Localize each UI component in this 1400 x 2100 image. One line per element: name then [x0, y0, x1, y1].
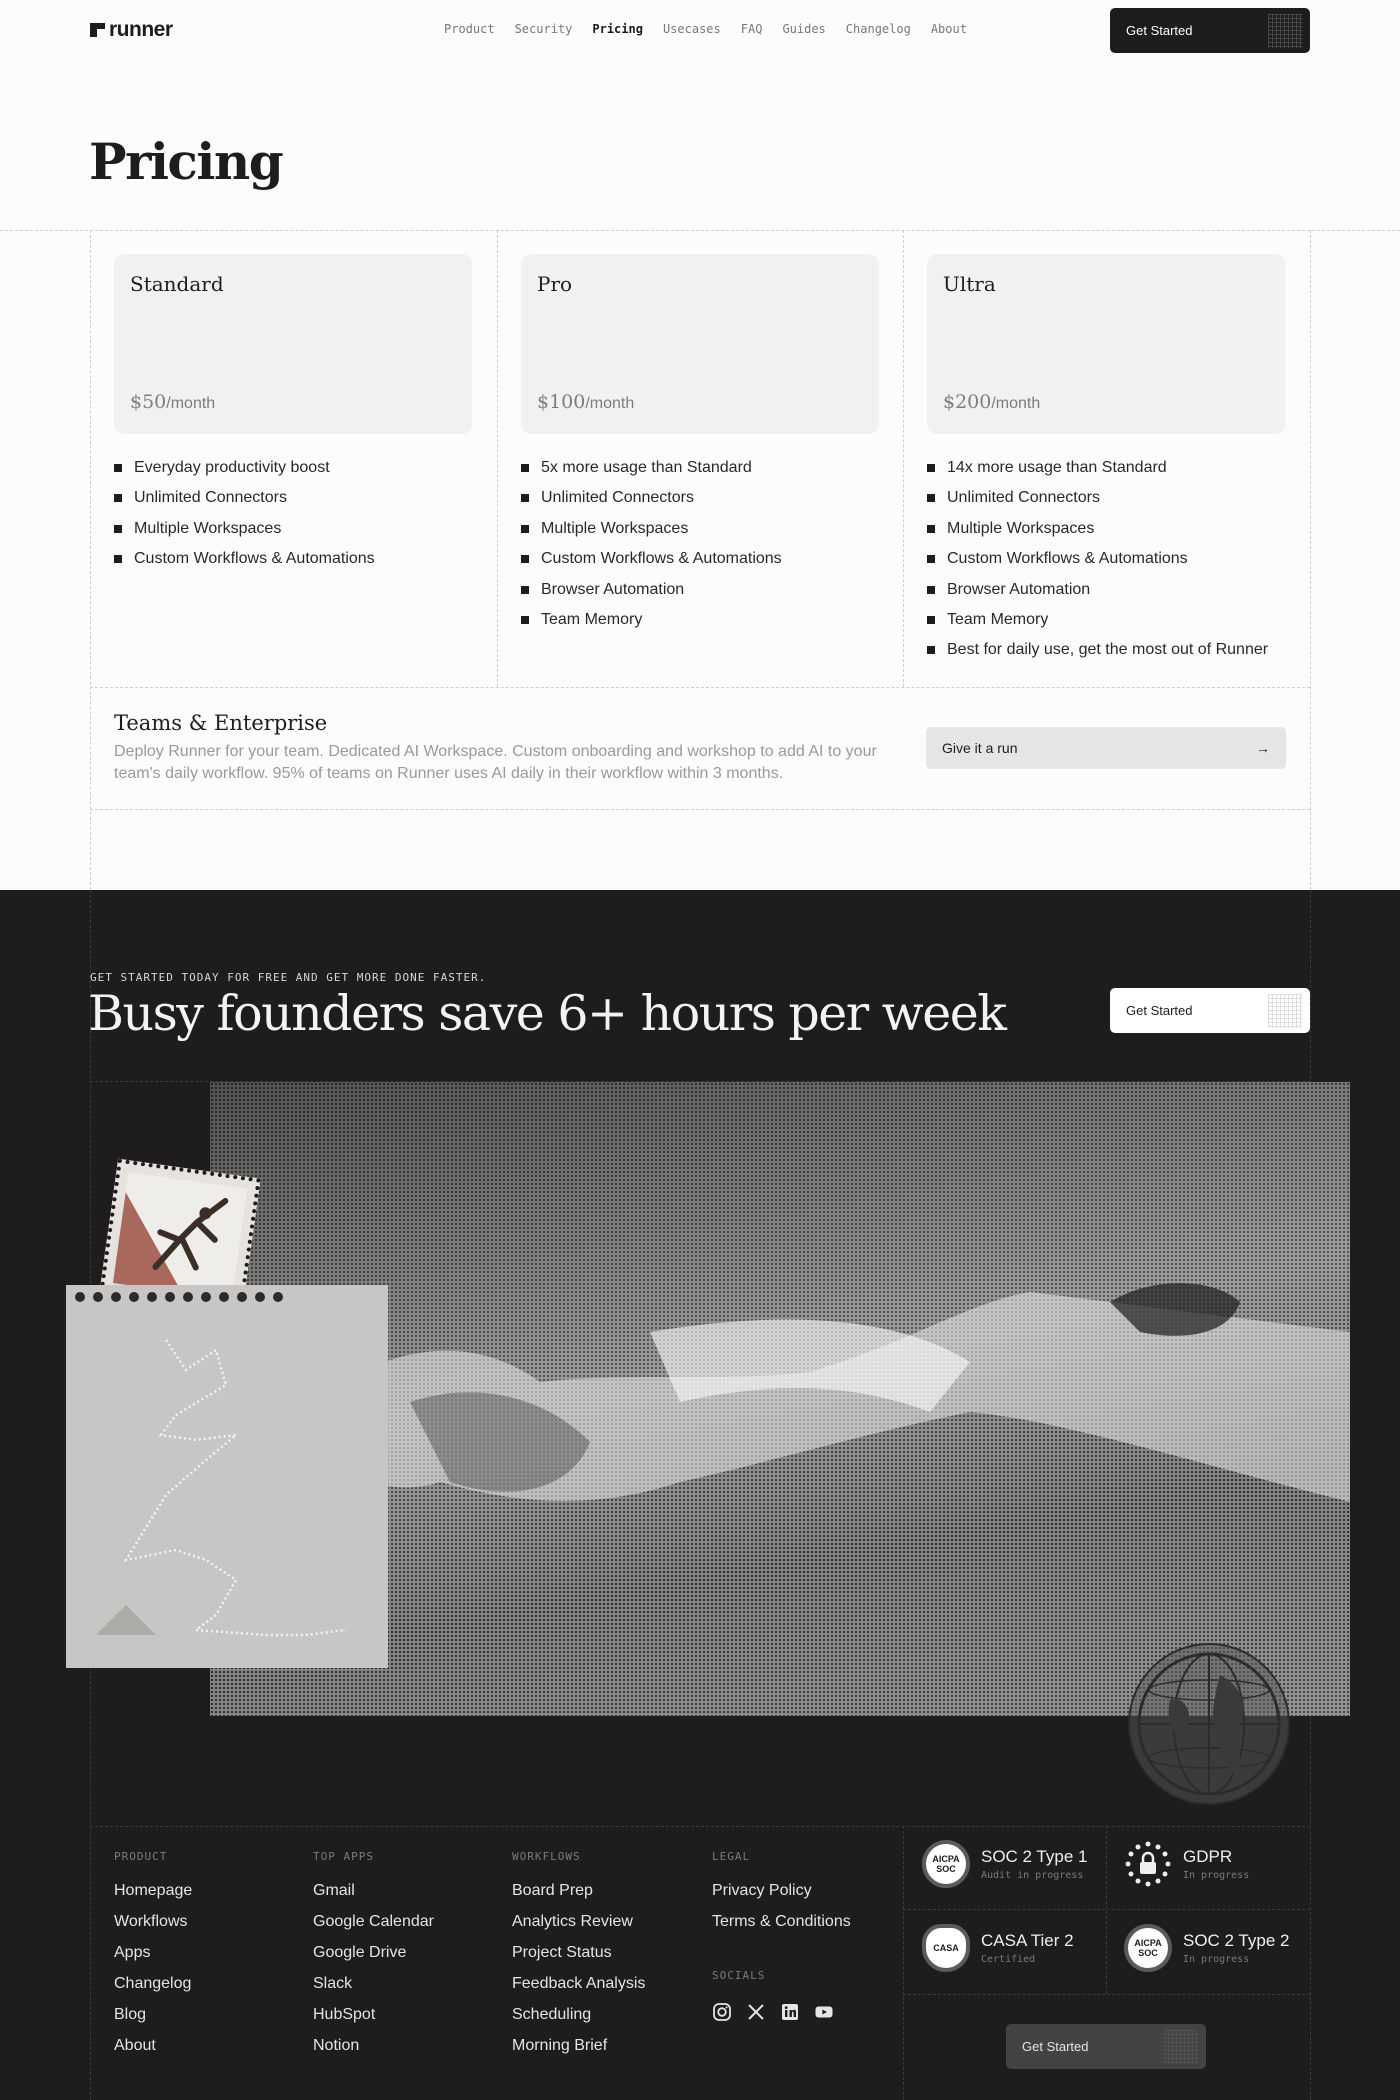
grid-pattern-icon [1164, 2030, 1198, 2064]
x-icon[interactable] [746, 2002, 766, 2022]
nav-link-faq[interactable]: FAQ [740, 22, 763, 36]
feature-list-standard [114, 456, 494, 578]
plan-card-pro [521, 254, 879, 434]
route-note-image [66, 1285, 388, 1668]
plan-price [943, 391, 1040, 413]
footer-link[interactable]: Slack [313, 1975, 353, 1992]
feature-item: Multiple Workspaces [114, 517, 494, 547]
globe-image [1128, 1643, 1290, 1805]
cert-title: GDPR [1183, 1847, 1233, 1866]
divider [903, 1994, 1310, 1995]
footer-column-top-apps [313, 1850, 434, 2067]
cert-title: SOC 2 Type 2 [1183, 1931, 1290, 1950]
footer-link[interactable]: Scheduling [512, 2006, 592, 2023]
footer-link[interactable]: Google Drive [313, 1944, 407, 1961]
footer-link[interactable]: Feedback Analysis [512, 1975, 646, 1992]
plan-price-amount: $50 [130, 391, 167, 413]
feature-item: Unlimited Connectors [114, 486, 494, 516]
feature-item: Unlimited Connectors [927, 486, 1307, 516]
youtube-icon[interactable] [814, 2002, 834, 2022]
feature-item: Team Memory [521, 608, 901, 638]
cert-status: In progress [1183, 1870, 1250, 1881]
logo[interactable] [90, 18, 173, 42]
social-links [712, 2002, 834, 2022]
footer-link[interactable]: Morning Brief [512, 2037, 608, 2054]
nav-link-security[interactable]: Security [514, 22, 573, 36]
plan-price [130, 391, 215, 413]
plan-price-period: /month [585, 395, 635, 412]
nav-link-usecases[interactable]: Usecases [662, 22, 721, 36]
divider [1106, 1826, 1107, 1994]
footer-link[interactable]: Apps [114, 1944, 151, 1961]
footer-link[interactable]: Project Status [512, 1944, 612, 1961]
divider [90, 687, 1310, 688]
nav-link-guides[interactable]: Guides [782, 22, 826, 36]
gdpr-lock-icon [1124, 1840, 1172, 1888]
arrow-right-icon: → [1256, 740, 1270, 756]
logo-text: runner [109, 18, 173, 41]
divider [1310, 230, 1311, 890]
linkedin-icon[interactable] [780, 2002, 800, 2022]
feature-item: 14x more usage than Standard [927, 456, 1307, 486]
divider [90, 809, 1310, 810]
plan-price-period: /month [991, 395, 1041, 412]
get-started-button[interactable] [1110, 8, 1310, 53]
cta-eyebrow: GET STARTED TODAY FOR FREE AND GET MORE DONE FASTER. [90, 971, 487, 984]
plan-price-period: /month [166, 395, 216, 412]
route-map-illustration [66, 1285, 388, 1668]
plan-name: Pro [537, 272, 573, 296]
grid-pattern-icon [1268, 14, 1302, 48]
feature-item: Multiple Workspaces [927, 517, 1307, 547]
nav-link-product[interactable]: Product [444, 22, 495, 36]
footer-heading: TOP APPS [313, 1850, 374, 1863]
feature-item: Custom Workflows & Automations [927, 547, 1307, 577]
feature-list-ultra [927, 456, 1307, 669]
feature-item: 5x more usage than Standard [521, 456, 901, 486]
feature-item: Custom Workflows & Automations [521, 547, 901, 577]
footer-link[interactable]: Analytics Review [512, 1913, 633, 1930]
globe-icon [1130, 1645, 1288, 1803]
runner-logo-icon [90, 23, 105, 37]
divider [903, 1909, 1310, 1910]
plan-price-amount: $100 [537, 391, 586, 413]
footer-link[interactable]: Board Prep [512, 1882, 593, 1899]
stamp-artwork [113, 1172, 247, 1300]
plan-card-standard [114, 254, 472, 434]
cert-title: CASA Tier 2 [981, 1931, 1074, 1950]
get-started-label: Get Started [1126, 23, 1193, 38]
nav-link-changelog[interactable]: Changelog [845, 22, 911, 36]
cert-status: In progress [1183, 1954, 1250, 1965]
get-started-label: Get Started [1022, 2039, 1089, 2054]
footer-link[interactable]: Workflows [114, 1913, 188, 1930]
divider [497, 230, 498, 687]
footer-column-workflows [512, 1850, 645, 2067]
feature-item: Browser Automation [521, 578, 901, 608]
cta-headline: Busy founders save 6+ hours per week [88, 985, 1006, 1042]
feature-item: Best for daily use, get the most out of Runner [927, 638, 1307, 668]
footer-heading: PRODUCT [114, 1850, 168, 1863]
nav-links [444, 22, 967, 36]
divider [903, 230, 904, 687]
get-started-label: Get Started [1126, 1003, 1193, 1018]
feature-list-pro [521, 456, 901, 638]
feature-item: Everyday productivity boost [114, 456, 494, 486]
enterprise-title: Teams & Enterprise [114, 711, 328, 735]
grid-pattern-icon [1268, 994, 1302, 1028]
footer-heading: LEGAL [712, 1850, 751, 1863]
nav-link-about[interactable]: About [930, 22, 967, 36]
footer-link[interactable]: Notion [313, 2037, 360, 2054]
plan-card-ultra [927, 254, 1285, 434]
cert-soc2-type2 [1124, 1924, 1289, 1972]
plan-price-amount: $200 [943, 391, 992, 413]
feature-item: Browser Automation [927, 578, 1307, 608]
give-it-a-run-label: Give it a run [942, 740, 1018, 756]
page-title: Pricing [89, 132, 283, 191]
casa-shield-icon: CASA [922, 1924, 970, 1972]
feature-item: Multiple Workspaces [521, 517, 901, 547]
divider [90, 1826, 1310, 1827]
divider [0, 230, 1400, 231]
give-it-a-run-button[interactable] [926, 727, 1286, 769]
instagram-icon[interactable] [712, 2002, 732, 2022]
footer-link[interactable]: Blog [114, 2006, 147, 2023]
aicpa-soc-badge-icon: AICPA SOC [922, 1840, 970, 1888]
plan-name: Standard [130, 272, 224, 296]
plan-name: Ultra [943, 272, 996, 296]
running-figure-icon [113, 1172, 247, 1300]
cta-footer-section [0, 890, 1400, 2100]
footer-link[interactable]: Gmail [313, 1882, 355, 1899]
cert-status: Certified [981, 1954, 1036, 1965]
feature-item: Unlimited Connectors [521, 486, 901, 516]
nav-link-pricing[interactable]: Pricing [592, 22, 643, 36]
cert-title: SOC 2 Type 1 [981, 1847, 1088, 1866]
cert-soc2-type1 [922, 1840, 1087, 1888]
footer-link[interactable]: Homepage [114, 1882, 193, 1899]
cert-gdpr [1124, 1840, 1249, 1888]
footer-link[interactable]: Terms & Conditions [712, 1913, 851, 1930]
footer-link[interactable]: Privacy Policy [712, 1882, 812, 1899]
footer-link[interactable]: HubSpot [313, 2006, 376, 2023]
footer-column-product [114, 1850, 192, 2067]
footer-heading: WORKFLOWS [512, 1850, 581, 1863]
footer-link[interactable]: Changelog [114, 1975, 192, 1992]
divider [90, 230, 91, 890]
enterprise-description: Deploy Runner for your team. Dedicated AI Workspace. Custom onboarding and workshop to add AI to your team's daily workflow. 95% of teams on Runner uses AI daily in their workflow within 3 months. [114, 743, 877, 782]
feature-item: Team Memory [927, 608, 1307, 638]
footer-column-legal [712, 1850, 851, 1943]
footer-link[interactable]: Google Calendar [313, 1913, 434, 1930]
footer-heading: SOCIALS [712, 1969, 766, 1982]
cert-casa-tier2 [922, 1924, 1074, 1972]
feature-item: Custom Workflows & Automations [114, 547, 494, 577]
footer-socials-heading-wrap [712, 1969, 765, 2000]
cert-status: Audit in progress [981, 1870, 1084, 1881]
aicpa-soc-badge-icon: AICPA SOC [1124, 1924, 1172, 1972]
plan-price [537, 391, 634, 413]
top-nav [0, 0, 1400, 60]
footer-get-started-button[interactable] [1006, 2024, 1206, 2069]
footer-link[interactable]: About [114, 2037, 156, 2054]
divider [903, 1826, 904, 2100]
get-started-button[interactable] [1110, 988, 1310, 1033]
